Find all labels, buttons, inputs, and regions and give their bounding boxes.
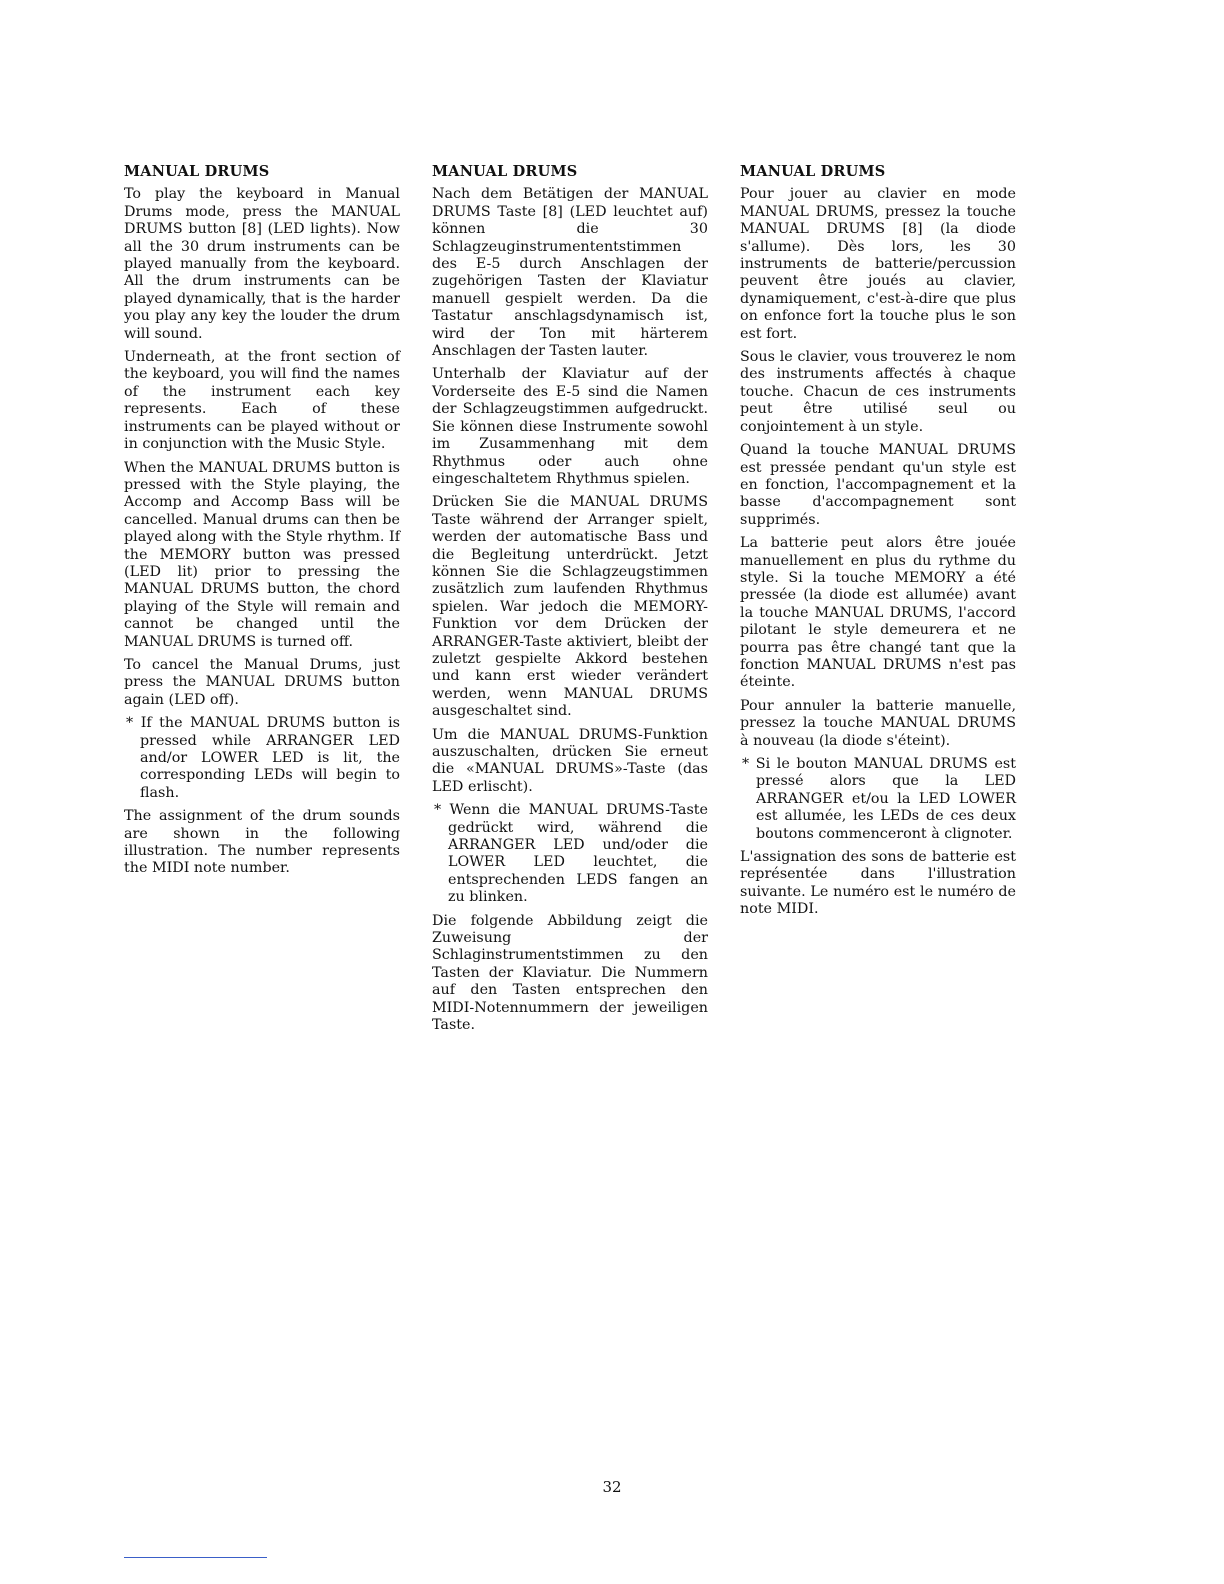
footer-rule: [124, 1557, 267, 1558]
column-german: [432, 163, 708, 1041]
paragraph-french-1: Pour jouer au clavier en mode MANUAL DRUMS, pressez la touche MANUAL DRUMS [8] (la diode s'allume). Dès lors, les 30 instruments de batterie/percussion peuvent être joués au clavier, dynamiquement, c'est-à-dire que plus on enfonce fort la touche plus le son est fort.: [740, 186, 1016, 342]
paragraph-german-3: Drücken Sie die MANUAL DRUMS Taste während der Arranger spielt, werden der automatische Bass und die Begleitung unterdrückt. Jetzt können Sie die Schlagzeugstimmen zusätzlich zum laufenden Rhythmus spielen. War jedoch die MEMORY-Funktion vor dem Drücken der ARRANGER-Taste aktiviert, bleibt der zuletzt gespielte Akkord bestehen und kann erst wieder verändert werden, wenn MANUAL DRUMS ausgeschaltet sind.: [432, 494, 708, 720]
column-english: [124, 163, 400, 884]
paragraph-french-4: La batterie peut alors être jouée manuellement en plus du rythme du style. Si la touche MEMORY a été pressée (la diode est allumée) avant la touche MANUAL DRUMS, l'accord pilotant le style demeurera et ne pourra pas être changé tant que la fonction MANUAL DRUMS n'est pas éteinte.: [740, 535, 1016, 691]
paragraph-german-2: Unterhalb der Klaviatur auf der Vorderseite des E-5 sind die Namen der Schlagzeugstimmen aufgedruckt. Sie können diese Instrumente sowohl im Zusammenhang mit dem Rhythmus oder auch ohne eingeschaltetem Rhythmus spielen.: [432, 366, 708, 487]
paragraph-french-3: Quand la touche MANUAL DRUMS est pressée pendant qu'un style est en fonction, l'accompagnement et la basse d'accompagnement sont supprimés.: [740, 442, 1016, 528]
paragraph-english-4: To cancel the Manual Drums, just press the MANUAL DRUMS button again (LED off).: [124, 656, 400, 708]
note-english: * If the MANUAL DRUMS button is pressed while ARRANGER LED and/or LOWER LED is lit, the corresponding LEDs will begin to flash.: [126, 715, 400, 801]
closing-german: Die folgende Abbildung zeigt die Zuweisung der Schlaginstrumentstimmen zu den Tasten der Klaviatur. Die Nummern auf den Tasten entsprechen den MIDI-Notennummern der jeweiligen Taste.: [432, 912, 708, 1034]
paragraph-english-1: To play the keyboard in Manual Drums mode, press the MANUAL DRUMS button [8] (LED lights). Now all the 30 drum instruments can be played manually from the keyboard. All the drum instruments can be played dynamically, that is the harder you play any key the louder the drum will sound.: [124, 186, 400, 342]
paragraph-german-4: Um die MANUAL DRUMS-Funktion auszuschalten, drücken Sie erneut die «MANUAL DRUMS»-Taste (das LED erlischt).: [432, 726, 708, 795]
paragraph-french-2: Sous le clavier, vous trouverez le nom des instruments affectés à chaque touche. Chacun de ces instruments peut être utilisé seul ou conjointement à un style.: [740, 349, 1016, 435]
paragraph-german-1: Nach dem Betätigen der MANUAL DRUMS Taste [8] (LED leuchtet auf) können die 30 Schlagzeuginstrumententstimmen des E-5 durch Anschlagen der zugehörigen Tasten der Klaviatur manuell gespielt werden. Da die Tastatur anschlagsdynamisch ist, wird der Ton mit härterem Anschlagen der Tasten lauter.: [432, 186, 708, 360]
section-heading-german: MANUAL DRUMS: [432, 163, 578, 180]
paragraph-english-2: Underneath, at the front section of the keyboard, you will find the names of the instrument each key represents. Each of these instruments can be played without or in conjunction with the Music Style.: [124, 349, 400, 453]
section-heading-french: MANUAL DRUMS: [740, 163, 886, 180]
note-german: * Wenn die MANUAL DRUMS-Taste gedrückt wird, während die ARRANGER LED und/oder die LOWER LED leuchtet, die entsprechenden LEDS fangen an zu blinken.: [434, 802, 708, 906]
paragraph-french-5: Pour annuler la batterie manuelle, pressez la touche MANUAL DRUMS à nouveau (la diode s'éteint).: [740, 697, 1016, 749]
page-number: 32: [602, 1478, 622, 1496]
closing-english: The assignment of the drum sounds are shown in the following illustration. The number represents the MIDI note number.: [124, 808, 400, 877]
closing-french: L'assignation des sons de batterie est représentée dans l'illustration suivante. Le numéro est le numéro de note MIDI.: [740, 849, 1016, 918]
note-french: * Si le bouton MANUAL DRUMS est pressé alors que la LED ARRANGER et/ou la LED LOWER est allumée, les LEDs de ces deux boutons commenceront à clignoter.: [742, 756, 1016, 842]
column-french: [740, 163, 1016, 925]
section-heading-english: MANUAL DRUMS: [124, 163, 270, 180]
paragraph-english-3: When the MANUAL DRUMS button is pressed with the Style playing, the Accomp and Accomp Bass will be cancelled. Manual drums can then be played along with the Style rhythm. If the MEMORY button was pressed (LED lit) prior to pressing the MANUAL DRUMS button, the chord playing of the Style will remain and cannot be changed until the MANUAL DRUMS is turned off.: [124, 459, 400, 650]
